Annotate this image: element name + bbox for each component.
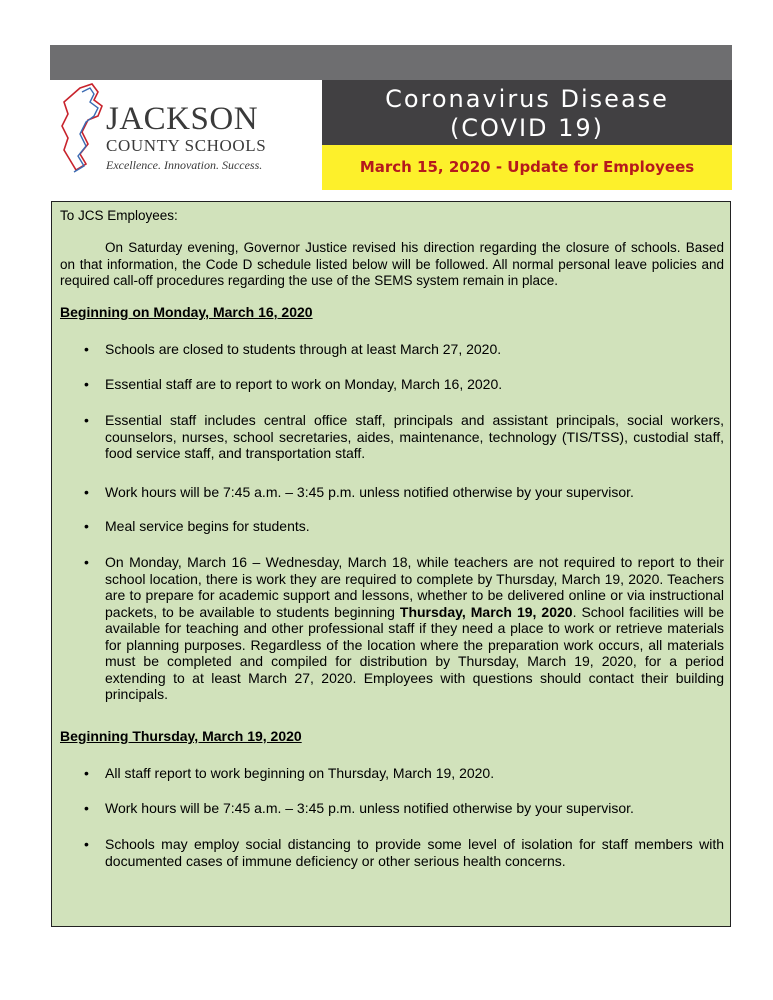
list-item-teacher-work [105,554,724,703]
teacher-work-text-2: . School facilities will be available for teaching and other professional staff if they need a place to work or retrieve materials for planning purposes. Regardless of the location where the preparation work occurs, all materials must be completed and compiled for distribution by Thursday, March 19, 2020, for a period extending to at least March 27, 2020. Employees with questions should contact their building principals. [105,603,725,702]
logo-tagline: Excellence. Innovation. Success. [106,158,263,172]
title-line-2: (COVID 19) [449,114,605,142]
bullet-icon: • [84,554,89,570]
school-logo [50,80,322,190]
section-2-heading: Beginning Thursday, March 19, 2020 [60,728,302,744]
list-item: Essential staff are to report to work on Monday, March 16, 2020. [105,376,503,392]
memo-body [51,201,731,927]
teacher-work-text-1: On Monday, March 16 – Wednesday, March 18, while teachers are not required to report to their school location, there is work they are required to complete by Thursday, March 19, 2020. Teachers are to prepare for academic support and lessons, whether to be delivered online or via instructional packets, to be available to students beginning [105,554,724,620]
list-item: Schools may employ social distancing to provide some level of isolation for staff members with documented cases of immune deficiency or other serious health concerns. [105,836,724,869]
logo-wordmark [106,102,266,173]
bullet-icon: • [84,484,89,500]
teacher-work-date: Thursday, March 19, 2020 [399,603,573,620]
list-item: Schools are closed to students through at least March 27, 2020. [105,341,502,357]
bullet-icon: • [84,836,89,852]
list-item: Work hours will be 7:45 a.m. – 3:45 p.m. unless notified otherwise by your supervisor. [105,484,634,500]
list-item: Essential staff includes central office staff, principals and assistant principals, social workers, counselors, nurses, school secretaries, aides, maintenance, technology (TIS/TSS), custodial staff, food service staff, and transportation staff. [105,412,724,461]
list-item: Meal service begins for students. [105,518,310,534]
title-banner [322,80,732,145]
date-banner [322,145,732,190]
bullet-icon: • [84,412,89,428]
logo-name: JACKSON [106,101,259,137]
intro-paragraph: On Saturday evening, Governor Justice revised his direction regarding the closure of schools. Based on that information, the Code D schedule listed below will be followed. All normal personal leave policies and required call-off procedures regarding the use of the SEMS system remain in place. [60,240,724,288]
bullet-icon: • [84,518,89,534]
list-item: Work hours will be 7:45 a.m. – 3:45 p.m. unless notified otherwise by your supervisor. [105,800,634,816]
bullet-icon: • [84,376,89,392]
header-top-bar [50,45,732,80]
list-item: All staff report to work beginning on Thursday, March 19, 2020. [105,765,495,781]
section-1-heading: Beginning on Monday, March 16, 2020 [60,304,313,320]
salutation: To JCS Employees: [60,208,178,223]
logo-subname: COUNTY SCHOOLS [106,136,267,155]
title-line-1: Coronavirus Disease [385,85,669,113]
update-date: March 15, 2020 - Update for Employees [359,158,695,176]
bullet-icon: • [84,341,89,357]
bullet-icon: • [84,765,89,781]
bullet-icon: • [84,800,89,816]
